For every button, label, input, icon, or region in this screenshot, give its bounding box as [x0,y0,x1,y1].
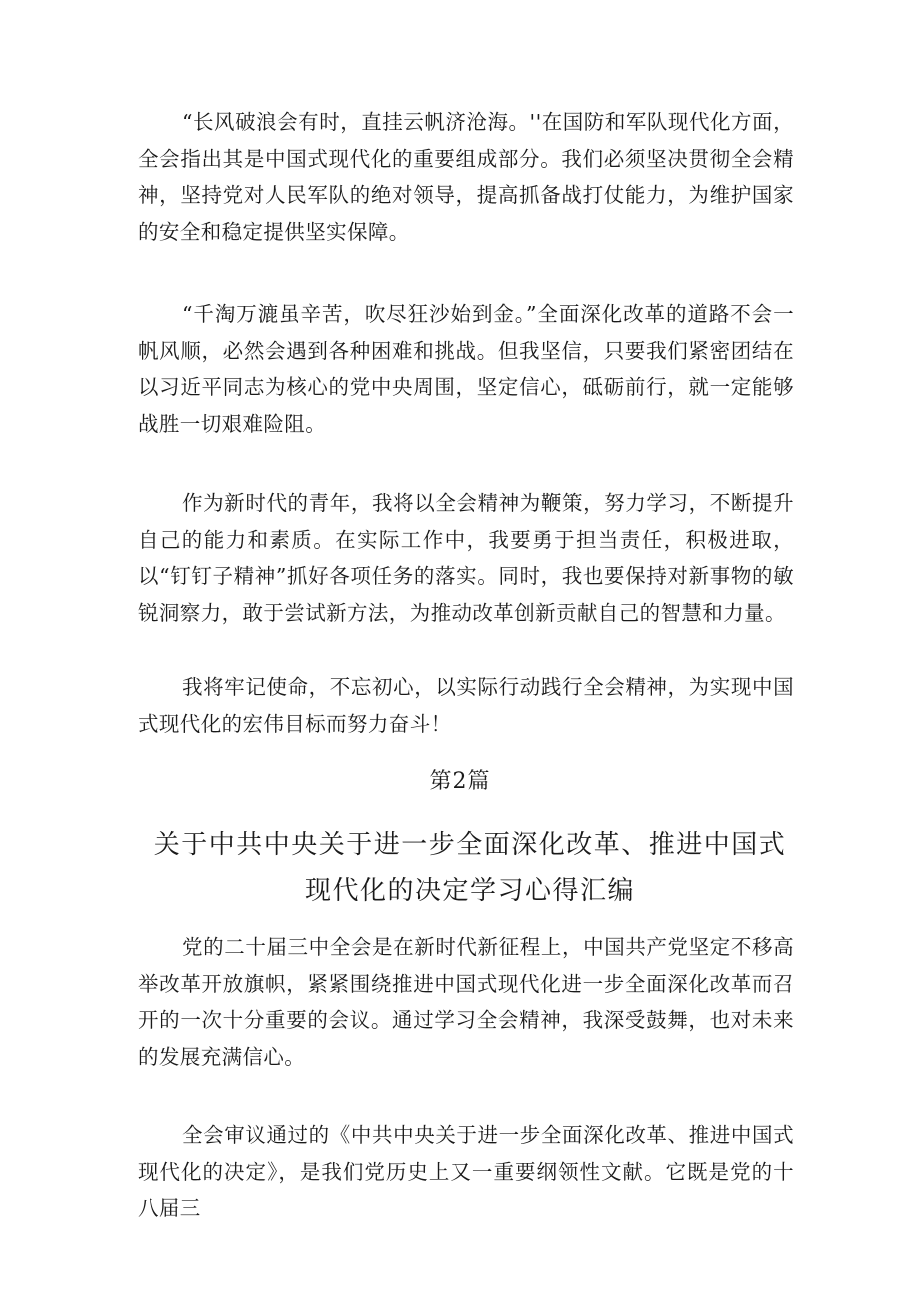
paragraph-plenum-intro: 党的二十届三中全会是在新时代新征程上，中国共产党坚定不移高举改革开放旗帜，紧紧围绕推进中国式现代化进一步全面深化改革而召开的一次十分重要的会议。通过学习全会精神，我深受鼓舞，也对未来的发展充满信心。 [138,935,794,1069]
section-label: 第2篇 [429,769,491,794]
paragraph-military-modernization: “长风破浪会有时，直挂云帆济沧海。''在国防和军队现代化方面，全会指出其是中国式现代化的重要组成部分。我们必须坚决贯彻全会精神，坚持党对人民军队的绝对领导，提高抓备战打仗能力，为维护国家的安全和稳定提供坚实保障。 [138,110,794,244]
paragraph-closing-pledge: 我将牢记使命，不忘初心，以实际行动践行全会精神，为实现中国式现代化的宏伟目标而努力奋斗！ [138,675,794,736]
article-title: 关于中共中央关于进一步全面深化改革、推进中国式现代化的决定学习心得汇编 [153,830,787,906]
paragraph-reform-challenges: “千淘万漉虽辛苦，吹尽狂沙始到金。”全面深化改革的道路不会一帆风顺，必然会遇到各种困难和挑战。但我坚信，只要我们紧密团结在以习近平同志为核心的党中央周围，坚定信心，砥砺前行，就一定能够战胜一切艰难险阻。 [138,302,794,436]
paragraph-youth-commitment: 作为新时代的青年，我将以全会精神为鞭策，努力学习，不断提升自己的能力和素质。在实际工作中，我要勇于担当责任，积极进取，以“钉钉子精神”抓好各项任务的落实。同时，我也要保持对新事物的敏锐洞察力，敢于尝试新方法，为推动改革创新贡献自己的智慧和力量。 [138,491,794,625]
paragraph-decision-document: 全会审议通过的《中共中央关于进一步全面深化改革、推进中国式现代化的决定》，是我们党历史上又一重要纲领性文献。它既是党的十八届三 [138,1123,794,1220]
